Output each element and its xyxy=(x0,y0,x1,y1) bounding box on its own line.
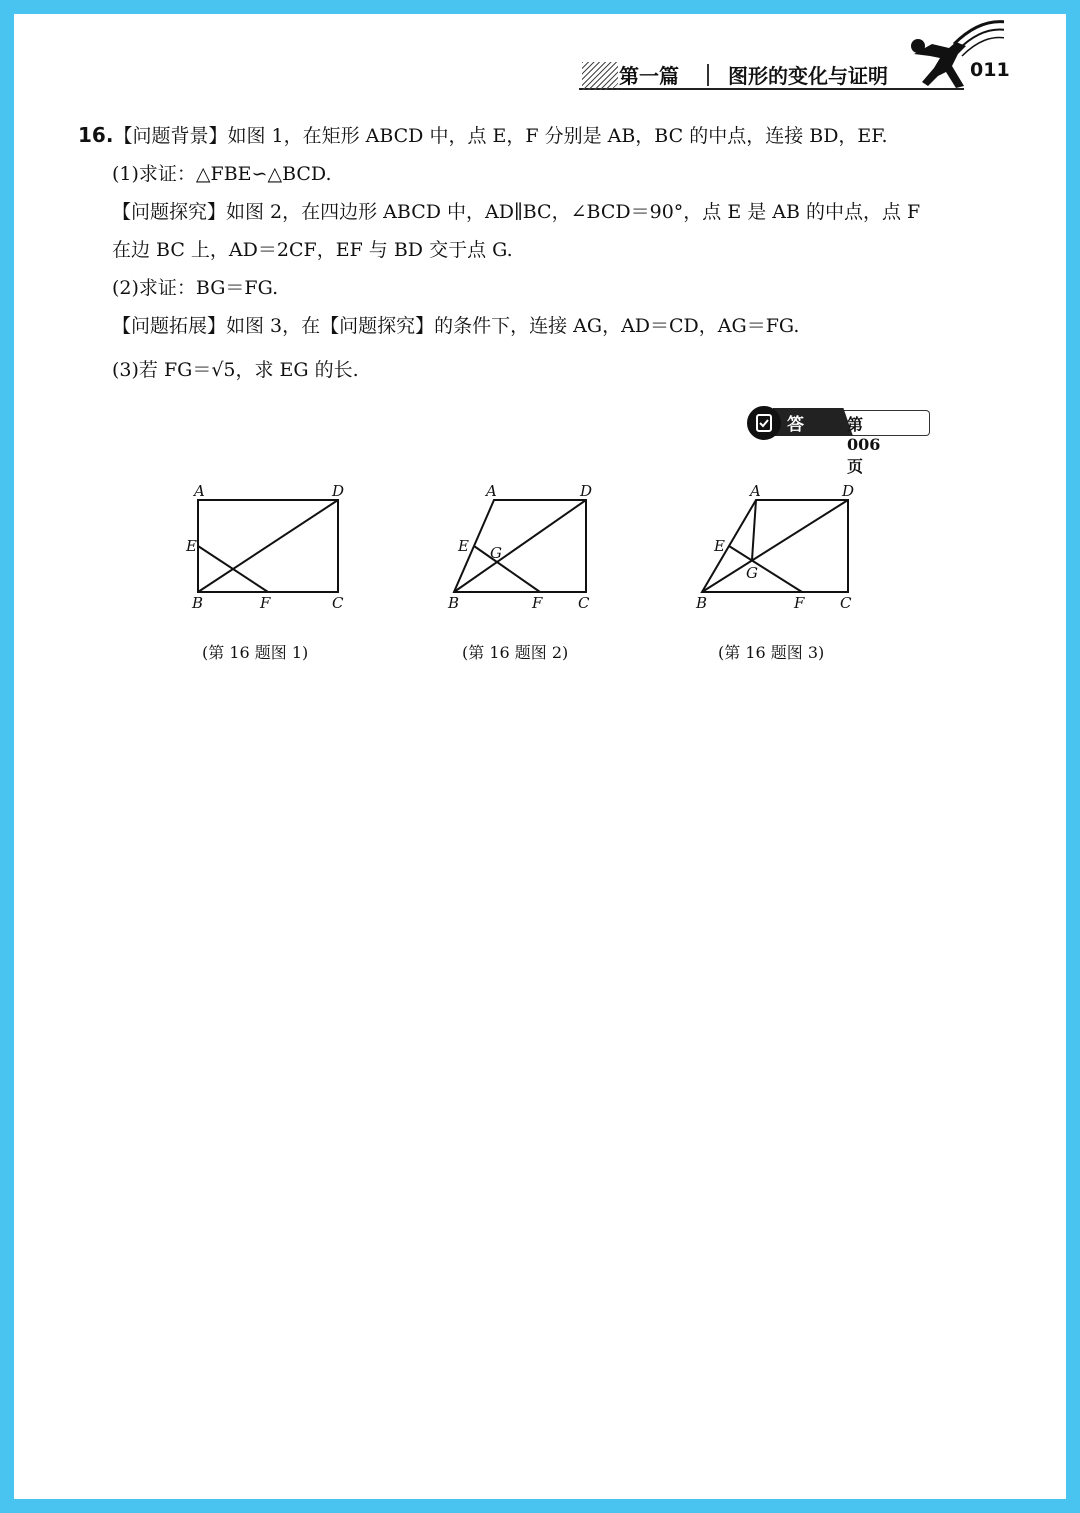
problem-number: 16. xyxy=(78,123,114,147)
problem-line-7: (3)若 FG＝√5，求 EG 的长. xyxy=(112,359,359,381)
problem-line-1 xyxy=(78,116,988,155)
label-f: F xyxy=(260,594,271,612)
problem-16 xyxy=(78,116,988,389)
label-d: D xyxy=(580,482,593,500)
segment-ef xyxy=(474,546,540,592)
label-a: A xyxy=(486,482,497,500)
runner-logo-icon xyxy=(894,14,1004,99)
label-f: F xyxy=(532,594,543,612)
page-number: 011 xyxy=(970,59,1010,81)
page xyxy=(14,14,1066,1499)
section-title: 图形的变化与证明 xyxy=(728,64,888,88)
label-e: E xyxy=(186,537,197,555)
answer-label: 答案 xyxy=(787,415,804,460)
label-b: B xyxy=(192,594,204,612)
answer-page: 第 006 页 xyxy=(847,415,881,476)
label-g: G xyxy=(746,564,758,582)
checklist-icon xyxy=(747,406,781,440)
segment-bd xyxy=(198,500,338,592)
problem-line-5: (2)求证：BG＝FG. xyxy=(112,277,279,299)
figure-1-caption: (第 16 题图 1) xyxy=(202,643,309,662)
figure-3-caption: (第 16 题图 3) xyxy=(718,643,825,662)
label-a: A xyxy=(750,482,761,500)
figure-1 xyxy=(174,480,374,670)
label-e: E xyxy=(458,537,469,555)
figure-2-caption: (第 16 题图 2) xyxy=(462,643,569,662)
label-g: G xyxy=(490,544,502,562)
label-a: A xyxy=(194,482,205,500)
header-separator xyxy=(707,64,709,86)
label-f: F xyxy=(794,594,805,612)
label-c: C xyxy=(578,594,590,612)
page-header xyxy=(14,14,1066,114)
problem-text: 【问题背景】如图 1，在矩形 ABCD 中，点 E，F 分别是 AB，BC 的中点，连接 BD，EF. xyxy=(113,125,888,147)
segment-ag xyxy=(752,500,756,560)
figure-1-diagram xyxy=(174,480,374,630)
figure-3-diagram xyxy=(694,480,894,630)
part-label: 第一篇 xyxy=(619,64,679,88)
figure-3 xyxy=(694,480,894,670)
label-e: E xyxy=(714,537,725,555)
problem-line-6: 【问题拓展】如图 3，在【问题探究】的条件下，连接 AG，AD＝CD，AG＝FG. xyxy=(112,315,800,337)
answer-tab xyxy=(773,408,853,436)
problem-line-3: 【问题探究】如图 2，在四边形 ABCD 中，AD∥BC，∠BCD＝90°，点 E 是 AB 的中点，点 F xyxy=(112,201,921,223)
label-b: B xyxy=(696,594,708,612)
figure-2 xyxy=(444,480,644,670)
label-c: C xyxy=(332,594,344,612)
header-hatch-decoration xyxy=(582,62,618,90)
label-c: C xyxy=(840,594,852,612)
figure-2-diagram xyxy=(444,480,644,630)
problem-line-2: (1)求证：△FBE∽△BCD. xyxy=(112,163,332,185)
label-d: D xyxy=(332,482,345,500)
problem-line-4: 在边 BC 上，AD＝2CF，EF 与 BD 交于点 G. xyxy=(112,239,513,261)
label-b: B xyxy=(448,594,460,612)
label-d: D xyxy=(842,482,855,500)
